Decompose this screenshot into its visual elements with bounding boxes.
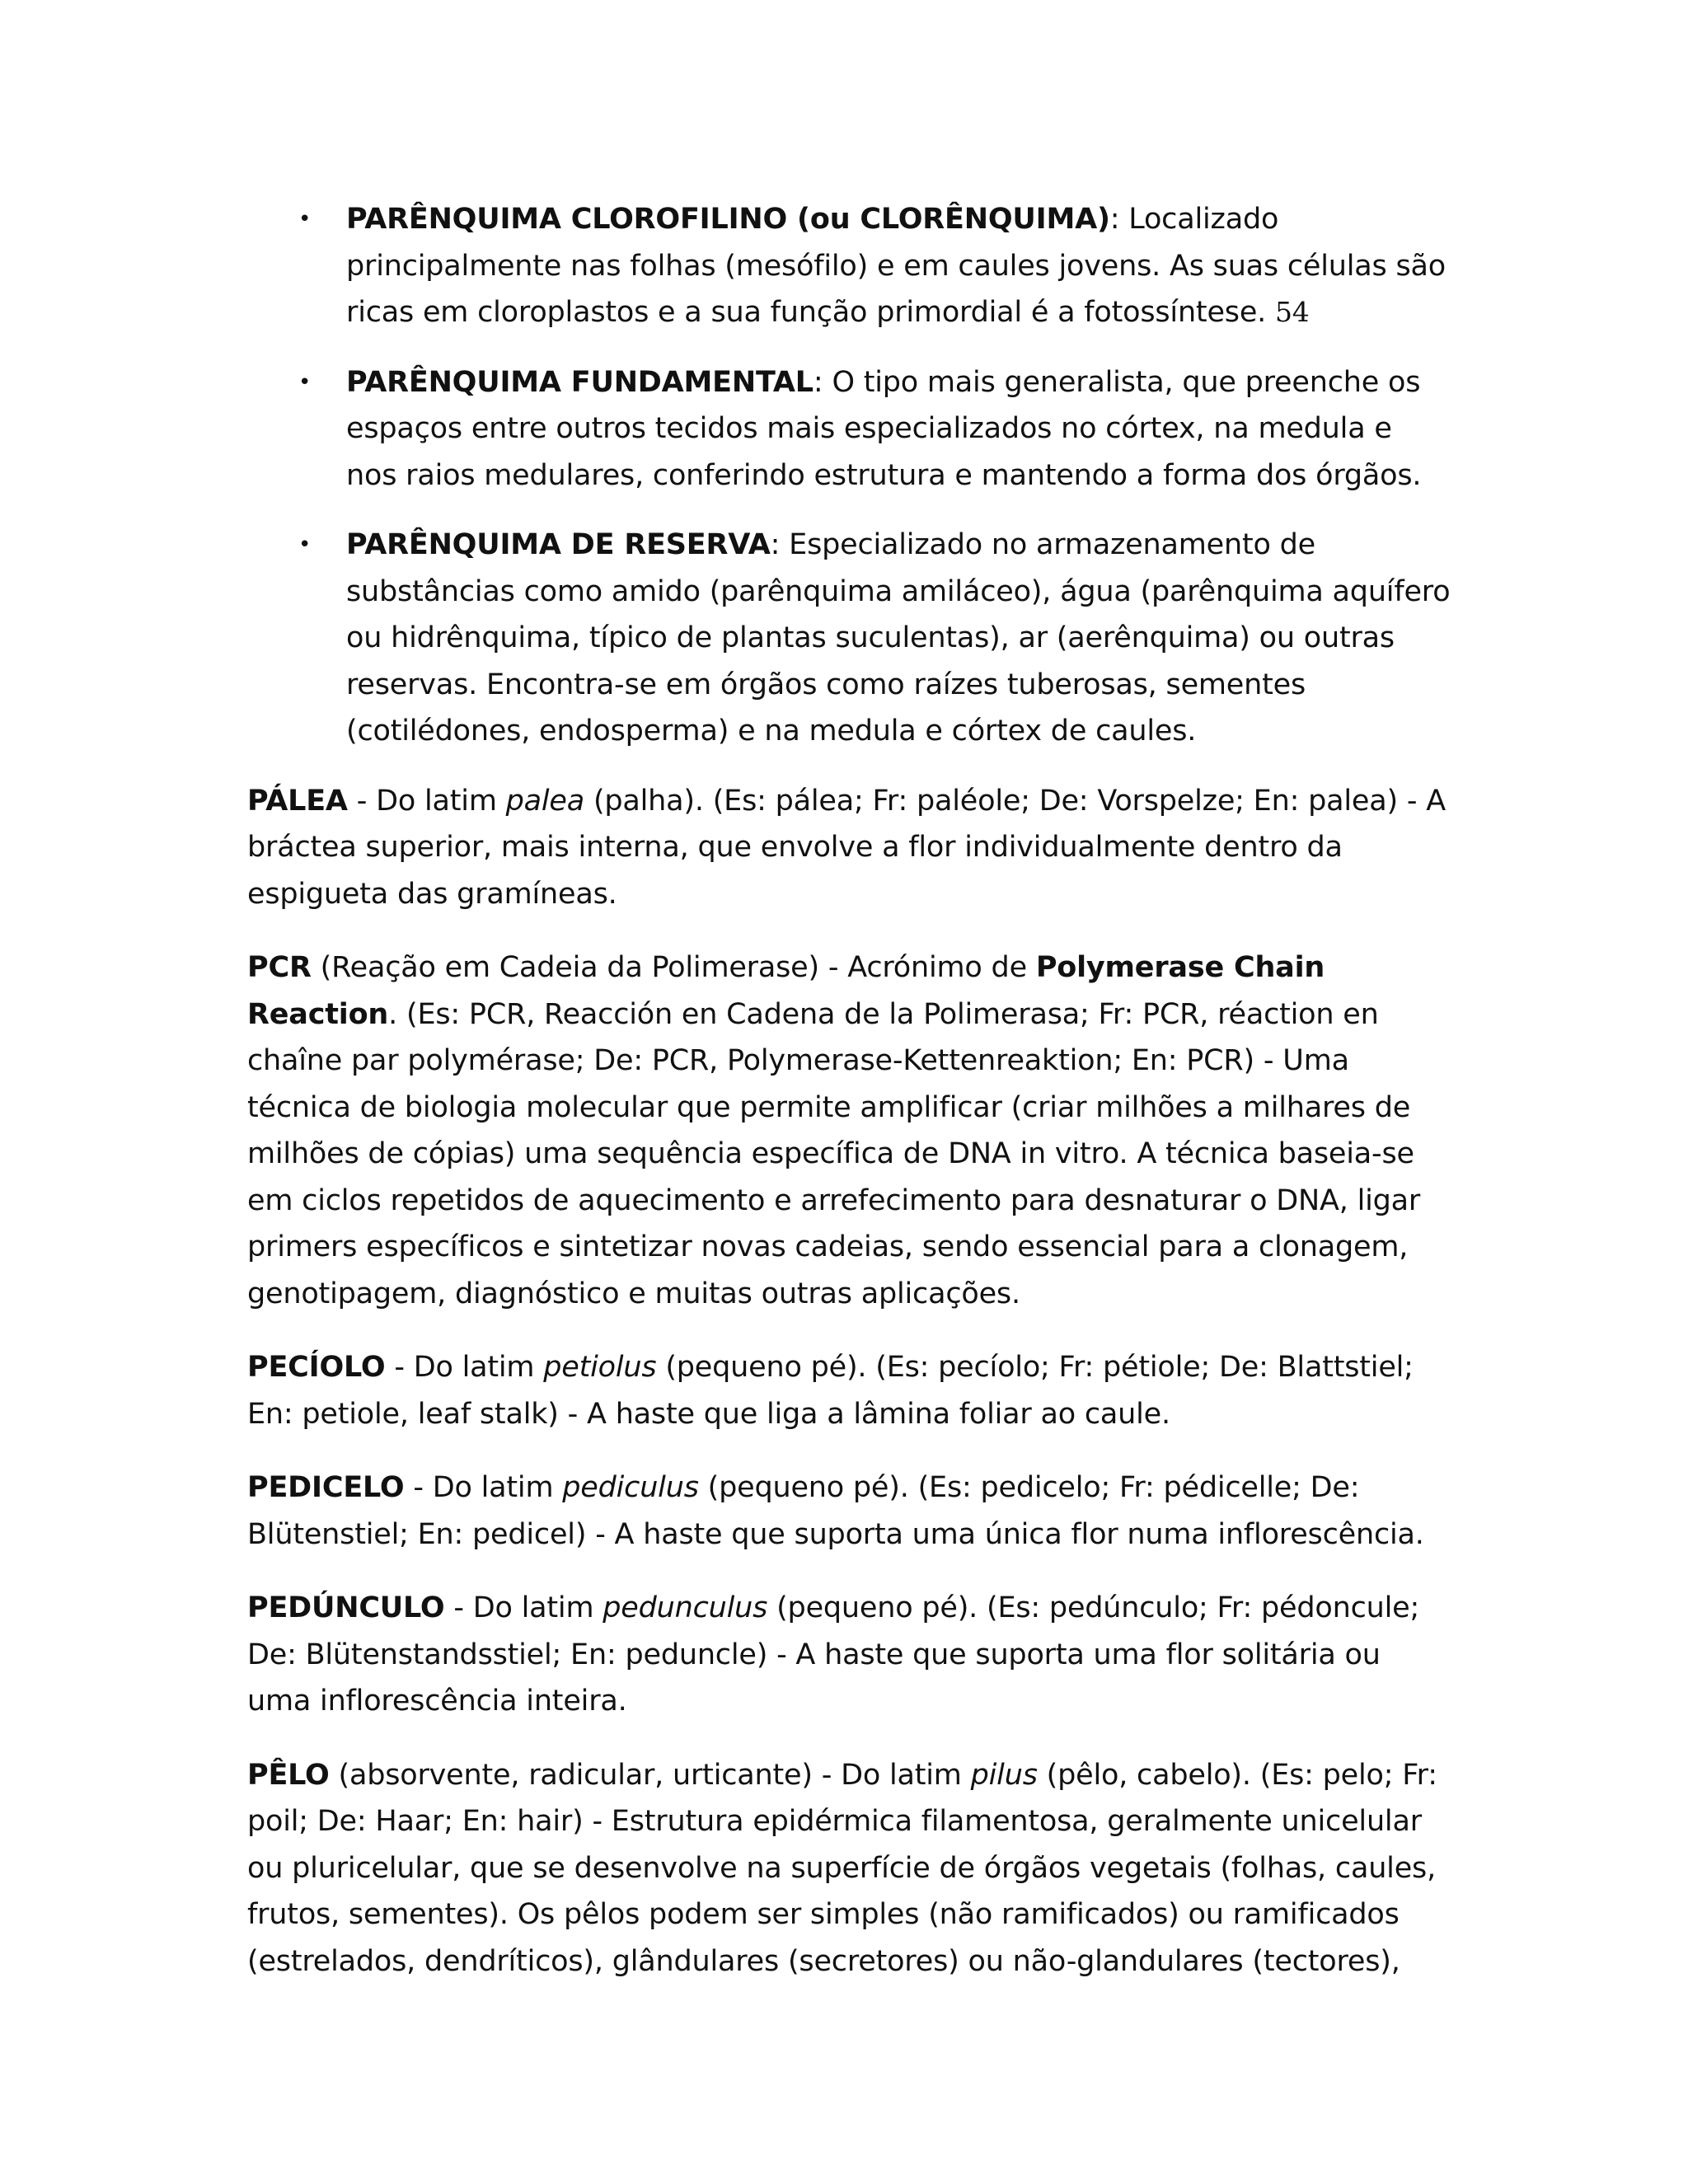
glossary-entry-palea bbox=[247, 778, 1451, 918]
document-page bbox=[247, 196, 1451, 2012]
glossary-entry-peciolo bbox=[247, 1344, 1451, 1437]
definition: (pêlo, cabelo). (Es: pelo; Fr: poil; De: Haar; En: hair) - Estrutura epidérmica filamentosa, geralmente unicelular ou pluricelular, que se desenvolve na superfície de órgãos vegetais (folhas, caules, frutos, sementes). Os pêlos podem ser simples (não ramificados) ou ramificados (estrelados, dendríticos), glândulares (secretores) ou não-glandulares (tectores), bbox=[247, 1758, 1437, 1978]
text: - Do latim bbox=[385, 1351, 544, 1384]
bullet-icon: • bbox=[298, 369, 312, 395]
glossary-entry-pcr bbox=[247, 944, 1451, 1317]
latin-term: pilus bbox=[970, 1758, 1038, 1792]
text: - Do latim bbox=[404, 1471, 563, 1504]
acronym-expansion: Polymerase Chain Reaction bbox=[247, 951, 1325, 1031]
latin-term: pediculus bbox=[562, 1471, 699, 1504]
term: PCR bbox=[247, 951, 312, 984]
definition: . (Es: PCR, Reacción en Cadena de la Polimerasa; Fr: PCR, réaction en chaîne par polymérase; De: PCR, Polymerase-Kettenreaktion; En: PCR) - Uma técnica de biologia molecular que permite amplificar (criar milhões a milhares de milhões de cópias) uma sequência específica de DNA in vitro. A técnica baseia-se em ciclos repetidos de aquecimento e arrefecimento para desnaturar o DNA, ligar primers específicos e sintetizar novas cadeias, sendo essencial para a clonagem, genotipagem, diagnóstico e muitas outras aplicações. bbox=[247, 997, 1421, 1310]
definition: : Localizado principalmente nas folhas (mesófilo) e em caules jovens. As suas células são ricas em cloroplastos e a sua função primordial é a fotossíntese. bbox=[346, 203, 1446, 329]
definition: : O tipo mais generalista, que preenche os espaços entre outros tecidos mais especializados no córtex, na medula e nos raios medulares, conferindo estrutura e mantendo a forma dos órgãos. bbox=[346, 365, 1422, 492]
definition: (pequeno pé). (Es: pecíolo; Fr: pétiole; De: Blattstiel; En: petiole, leaf stalk) - A haste que liga a lâmina foliar ao caule. bbox=[247, 1351, 1414, 1431]
term: PÁLEA bbox=[247, 784, 348, 818]
glossary-entry-pedicelo bbox=[247, 1465, 1451, 1558]
text: - Do latim bbox=[444, 1591, 603, 1624]
bullet-icon: • bbox=[298, 532, 312, 557]
text: (absorvente, radicular, urticante) - Do latim bbox=[329, 1758, 971, 1792]
text: - Do latim bbox=[347, 784, 506, 818]
latin-term: palea bbox=[505, 784, 585, 818]
glossary-entry-pelo bbox=[247, 1752, 1451, 1985]
definition: (pequeno pé). (Es: pedicelo; Fr: pédicelle; De: Blütenstiel; En: pedicel) - A haste que suporta uma única flor numa inflorescência. bbox=[247, 1471, 1424, 1551]
term: PARÊNQUIMA CLOROFILINO (ou CLORÊNQUIMA) bbox=[346, 203, 1110, 236]
glossary-entry-pedunculo bbox=[247, 1585, 1451, 1725]
list-item bbox=[247, 196, 1451, 336]
term: PEDICELO bbox=[247, 1471, 405, 1504]
term: PARÊNQUIMA DE RESERVA bbox=[346, 528, 771, 561]
definition: : Especializado no armazenamento de substâncias como amido (parênquima amiláceo), água (parênquima aquífero ou hidrênquima, típico de plantas suculentas), ar (aerênquima) ou outras reservas. Encontra-se em órgãos como raízes tuberosas, sementes (cotilédones, endosperma) e na medula e córtex de caules. bbox=[346, 528, 1451, 748]
parenchyma-types-list bbox=[247, 196, 1451, 755]
list-item bbox=[247, 359, 1451, 499]
definition: (pequeno pé). (Es: pedúnculo; Fr: pédoncule; De: Blütenstandsstiel; En: peduncle) - A haste que suporta uma flor solitária ou uma inflorescência inteira. bbox=[247, 1591, 1420, 1718]
definition: (palha). (Es: pálea; Fr: paléole; De: Vorspelze; En: palea) - A bráctea superior, mais interna, que envolve a flor individualmente dentro da espigueta das gramíneas. bbox=[247, 784, 1446, 911]
term: PECÍOLO bbox=[247, 1351, 386, 1384]
bullet-icon: • bbox=[298, 207, 312, 232]
latin-term: pedunculus bbox=[603, 1591, 768, 1624]
term: PEDÚNCULO bbox=[247, 1591, 445, 1624]
footnote-ref: 54 bbox=[1275, 296, 1310, 328]
latin-term: petiolus bbox=[543, 1351, 657, 1384]
term: PARÊNQUIMA FUNDAMENTAL bbox=[346, 365, 814, 399]
text: (Reação em Cadeia da Polimerase) - Acrónimo de bbox=[311, 951, 1036, 984]
list-item bbox=[247, 522, 1451, 755]
term: PÊLO bbox=[247, 1758, 330, 1792]
